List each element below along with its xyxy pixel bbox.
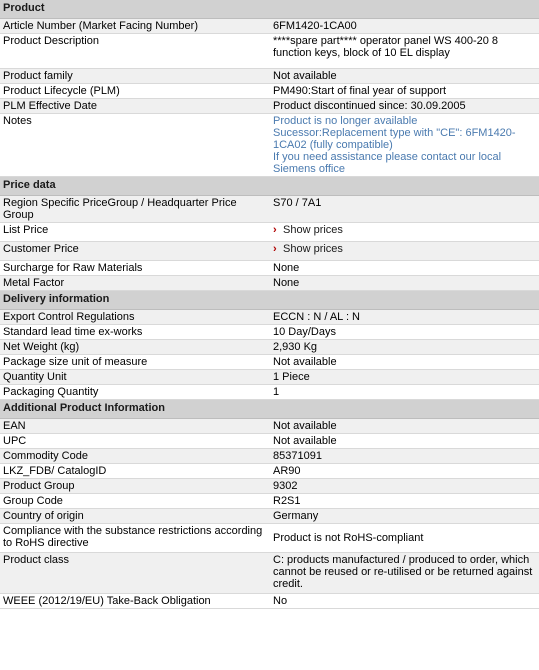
table-row [0, 276, 539, 291]
row-label: Country of origin [0, 509, 269, 524]
notes-successor: Sucessor:Replacement type with "CE": 6FM1420-1CA02 (fully compatible) [273, 127, 516, 151]
row-label: Article Number (Market Facing Number) [0, 19, 269, 34]
table-row [0, 261, 539, 276]
section-title-price: Price data [0, 177, 539, 196]
table-row [0, 594, 539, 609]
table-row [0, 69, 539, 84]
table-row [0, 99, 539, 114]
row-value: Product discontinued since: 30.09.2005 [269, 99, 539, 114]
table-row [0, 509, 539, 524]
row-label: Surcharge for Raw Materials [0, 261, 269, 276]
table-row [0, 19, 539, 34]
notes-value [269, 114, 539, 177]
table-row [0, 553, 539, 594]
notes-availability: Product is no longer available [273, 115, 418, 127]
row-value: ECCN : N / AL : N [269, 310, 539, 325]
table-row [0, 325, 539, 340]
row-value: 1 [269, 385, 539, 400]
table-row [0, 464, 539, 479]
row-value: No [269, 594, 539, 609]
list-price-link[interactable] [269, 223, 539, 242]
table-row [0, 223, 539, 242]
row-label: Packaging Quantity [0, 385, 269, 400]
section-title-additional: Additional Product Information [0, 400, 539, 419]
table-row [0, 242, 539, 261]
table-row [0, 340, 539, 355]
row-value: C: products manufactured / produced to order, which cannot be reused or re-utilised or be returned against credit. [269, 553, 539, 594]
row-label: Notes [0, 114, 269, 177]
row-value: ****spare part**** operator panel WS 400-20 8 function keys, block of 10 EL display [269, 34, 539, 69]
row-label: Standard lead time ex-works [0, 325, 269, 340]
section-title-product: Product [0, 0, 539, 19]
row-label: Export Control Regulations [0, 310, 269, 325]
section-header-price [0, 177, 539, 196]
table-row [0, 114, 539, 177]
row-value: 2,930 Kg [269, 340, 539, 355]
table-row [0, 310, 539, 325]
table-row [0, 34, 539, 69]
row-value: Not available [269, 355, 539, 370]
row-label: Product Description [0, 34, 269, 69]
row-value: 1 Piece [269, 370, 539, 385]
row-label: Net Weight (kg) [0, 340, 269, 355]
chevron-right-icon: › [273, 243, 277, 255]
table-row [0, 479, 539, 494]
row-label: WEEE (2012/19/EU) Take-Back Obligation [0, 594, 269, 609]
row-label: Group Code [0, 494, 269, 509]
row-value: R2S1 [269, 494, 539, 509]
row-value: None [269, 261, 539, 276]
table-row [0, 419, 539, 434]
row-label: Metal Factor [0, 276, 269, 291]
row-value: AR90 [269, 464, 539, 479]
row-label: PLM Effective Date [0, 99, 269, 114]
section-header-product [0, 0, 539, 19]
row-label: Package size unit of measure [0, 355, 269, 370]
row-label: List Price [0, 223, 269, 242]
row-value: 9302 [269, 479, 539, 494]
section-title-delivery: Delivery information [0, 291, 539, 310]
chevron-right-icon: › [273, 224, 277, 236]
row-label: Compliance with the substance restrictions according to RoHS directive [0, 524, 269, 553]
row-value: 85371091 [269, 449, 539, 464]
table-row [0, 434, 539, 449]
row-value: S70 / 7A1 [269, 196, 539, 223]
row-label: UPC [0, 434, 269, 449]
row-label: Product class [0, 553, 269, 594]
row-value: Not available [269, 69, 539, 84]
row-value: 6FM1420-1CA00 [269, 19, 539, 34]
table-row [0, 355, 539, 370]
row-label: Product family [0, 69, 269, 84]
table-row [0, 84, 539, 99]
row-label: Quantity Unit [0, 370, 269, 385]
row-label: LKZ_FDB/ CatalogID [0, 464, 269, 479]
show-prices-link[interactable]: Show prices [283, 224, 343, 236]
table-row [0, 449, 539, 464]
table-row [0, 196, 539, 223]
table-row [0, 370, 539, 385]
row-value: Germany [269, 509, 539, 524]
row-label: Commodity Code [0, 449, 269, 464]
notes-assistance: If you need assistance please contact our local Siemens office [273, 151, 502, 175]
row-value: 10 Day/Days [269, 325, 539, 340]
section-header-additional [0, 400, 539, 419]
table-row [0, 524, 539, 553]
row-label: Product Lifecycle (PLM) [0, 84, 269, 99]
table-row [0, 385, 539, 400]
customer-price-link[interactable] [269, 242, 539, 261]
row-value: None [269, 276, 539, 291]
table-row [0, 494, 539, 509]
show-prices-link[interactable]: Show prices [283, 243, 343, 255]
row-label: Region Specific PriceGroup / Headquarter Price Group [0, 196, 269, 223]
row-label: Customer Price [0, 242, 269, 261]
row-value: Not available [269, 434, 539, 449]
section-header-delivery [0, 291, 539, 310]
row-value: PM490:Start of final year of support [269, 84, 539, 99]
row-value: Not available [269, 419, 539, 434]
row-label: Product Group [0, 479, 269, 494]
row-value: Product is not RoHS-compliant [269, 524, 539, 553]
row-label: EAN [0, 419, 269, 434]
